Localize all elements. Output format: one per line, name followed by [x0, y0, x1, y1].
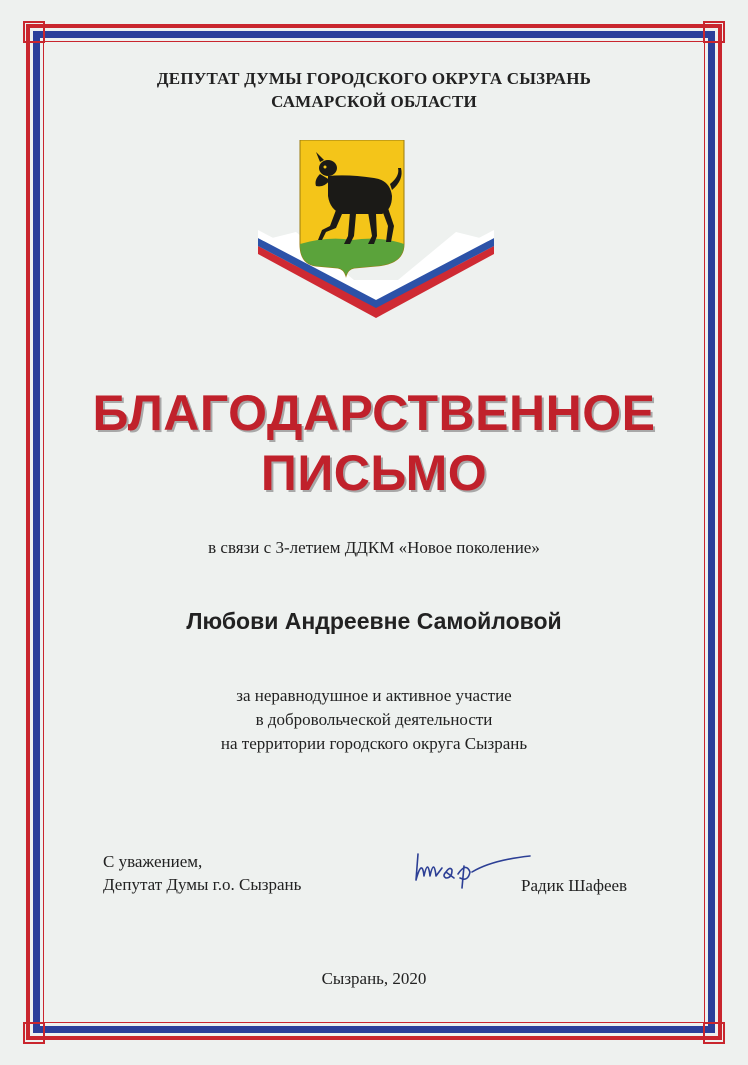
coat-of-arms-bull-icon: [258, 140, 494, 318]
frame-corner-bottom-right: [703, 1022, 725, 1044]
header-line-2: САМАРСКОЙ ОБЛАСТИ: [271, 92, 477, 111]
document-title-line-2: ПИСЬМО: [260, 445, 488, 501]
handwritten-signature-icon: [412, 848, 536, 892]
recipient-name: Любови Андреевне Самойловой: [186, 608, 562, 634]
closing-position: Депутат Думы г.о. Сызрань: [103, 875, 302, 894]
frame-corner-bottom-left: [23, 1022, 45, 1044]
reason-line-2: в добровольческой деятельности: [255, 710, 493, 729]
reason-line-3: на территории городского округа Сызрань: [220, 734, 528, 753]
document-title-line-1: БЛАГОДАРСТВЕННОЕ: [92, 385, 656, 441]
reason-line-1: за неравнодушное и активное участие: [236, 686, 512, 705]
closing-regards: С уважением,: [103, 852, 203, 871]
occasion-text: в связи с 3-летием ДДКМ «Новое поколение»: [208, 538, 540, 557]
frame-corner-top-right: [703, 21, 725, 43]
frame-corner-top-left: [23, 21, 45, 43]
signatory-name: Радик Шафеев: [521, 876, 628, 895]
place-and-year: Сызрань, 2020: [321, 969, 427, 988]
header-line-1: ДЕПУТАТ ДУМЫ ГОРОДСКОГО ОКРУГА СЫЗРАНЬ: [156, 69, 592, 88]
